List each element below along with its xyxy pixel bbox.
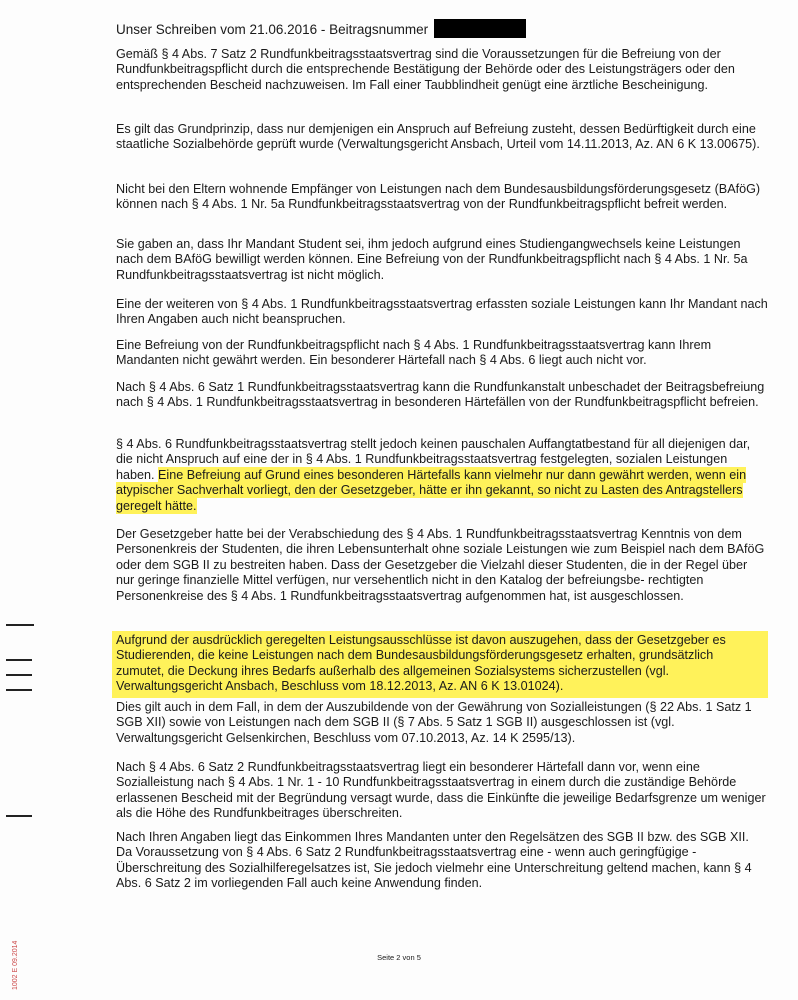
- paragraph-income-below: Nach Ihren Angaben liegt das Einkommen Ihres Mandanten unter den Regelsätzen des SGB II bzw. des SGB XII. Da Voraussetzung von § 4 Abs. 6 Satz 2 Rundfunkbeitragsstaatsvertrag eine - wenn auch geringfügige - Überschreitung des Sozialhilferegelsatzes ist, Sie jedoch vielmehr eine Unterschreitung geltend machen, kann § 4 Abs. 6 Satz 2 im vorliegenden Fall auch keine Anwendung finden.: [116, 830, 752, 891]
- paragraph-client-student: Sie gaben an, dass Ihr Mandant Student sei, ihm jedoch aufgrund eines Studiengangwechsels keine Leistungen nach dem BAföG bewilligt werden können. Eine Befreiung von der Rundfunkbeitragspflicht nach § 4 Abs. 1 Nr. 5a Rundfunkbeitragsstaatsvertrag ist nicht möglich.: [116, 237, 748, 282]
- margin-punch-mark: [6, 689, 32, 691]
- paragraph-other-benefits: Eine der weiteren von § 4 Abs. 1 Rundfunkbeitragsstaatsvertrag erfassten soziale Leistungen kann Ihr Mandant nach Ihren Angaben auch nicht beanspruchen.: [116, 297, 768, 327]
- paragraph-bafoeg-recipients: Nicht bei den Eltern wohnende Empfänger von Leistungen nach dem Bundesausbildungsförderungsgesetz (BAföG) können nach § 4 Abs. 1 Nr. 5a Rundfunkbeitragsstaatsvertrag von der Rundfunkbeitragspflicht befreit werden.: [116, 182, 761, 212]
- letter-reference-line: [116, 19, 526, 39]
- margin-punch-mark: [6, 674, 32, 676]
- redacted-contribution-number: [434, 19, 526, 38]
- margin-fold-mark: [6, 624, 34, 626]
- page-indicator: Seite 2 von 5: [377, 953, 421, 962]
- paragraph-benefit-exclusions: [116, 631, 768, 698]
- paragraph-proof-requirements: Gemäß § 4 Abs. 7 Satz 2 Rundfunkbeitragsstaatsvertrag sind die Voraussetzungen für die Befreiung von der Rundfunkbeitragspflicht durch die entsprechende Bestätigung der Behörde oder des Leistungsträgers oder den entsprechenden Bescheid nachzuweisen. Im Fall einer Taubblindheit genügt eine ärztliche Bescheinigung.: [116, 47, 735, 92]
- paragraph-legislator-knowledge: Der Gesetzgeber hatte bei der Verabschiedung des § 4 Abs. 1 Rundfunkbeitragsstaatsvertrag Kenntnis von dem Personenkreis der Studenten, die ihren Lebensunterhalt ohne soziale Leistungen wie zum Beispiel nach dem BAföG oder dem SGB II zu bestreiten haben. Dass der Gesetzgeber die Vielzahl dieser Studenten, die in der Regel über nur geringe finanzielle Mittel verfügen, nur versehentlich nicht in den Katalog der befreiungsbe- rechtigten Personenkreise des § 4 Abs. 1 Rundfunkbeitragsstaatsvertrag aufgenommen hat, ist ausgeschlossen.: [116, 527, 765, 603]
- paragraph-basic-principle: Es gilt das Grundprinzip, dass nur demjenigen ein Anspruch auf Befreiung zusteht, dessen Bedürftigkeit durch eine staatliche Sozialbehörde geprüft wurde (Verwaltungsgericht Ansbach, Urteil vom 14.11.2013, Az. AN 6 K 13.00675).: [116, 122, 760, 152]
- paragraph-hardship-rule: Nach § 4 Abs. 6 Satz 1 Rundfunkbeitragsstaatsvertrag kann die Rundfunkanstalt unbeschadet der Beitragsbefreiung nach § 4 Abs. 1 Rundfunkbeitragsstaatsvertrag in besonderen Härtefällen von der Rundfunkbeitragspflicht befreien.: [116, 380, 765, 410]
- paragraph-no-exemption: Eine Befreiung von der Rundfunkbeitragspflicht nach § 4 Abs. 1 Rundfunkbeitragsstaatsvertrag kann Ihrem Mandanten nicht gewährt werden. Ein besonderer Härtefall nach § 4 Abs. 6 liegt auch nicht vor.: [116, 338, 712, 368]
- paragraph-hardship-definition: Nach § 4 Abs. 6 Satz 2 Rundfunkbeitragsstaatsvertrag liegt ein besonderer Härtefall dann vor, wenn eine Sozialleistung nach § 4 Abs. 1 Nr. 1 - 10 Rundfunkbeitragsstaatsvertrag in einem durch die zuständige Behörde erlassenen Bescheid mit der Begründung versagt wurde, dass die Einkünfte die jeweilige Bedarfsgrenze um weniger als die Höhe des Rundfunkbeitrages überschreiten.: [116, 760, 766, 821]
- paragraph-trainee-exclusion: Dies gilt auch in dem Fall, in dem der Auszubildende von der Gewährung von Sozialleistungen (§ 22 Abs. 1 Satz 1 SGB XII) sowie von Leistungen nach dem SGB II (§ 7 Abs. 5 Satz 1 SGB II) ausgeschlossen ist (vgl. Verwaltungsgericht Gelsenkirchen, Beschluss vom 07.10.2013, Az. 14 K 2595/13).: [116, 700, 752, 745]
- highlighted-benefit-exclusions: Aufgrund der ausdrücklich geregelten Leistungsausschlüsse ist davon auszugehen, dass der Gesetzgeber es Studierenden, die keine Leistungen nach dem Bundesausbildungsförderungsgesetz erhalten, grundsätzlich zumutet, die Deckung ihres Bedarfs außerhalb des allgemeinen Sozialsystems sicherzustellen (vgl. Verwaltungsgericht Ansbach, Beschluss vom 18.12.2013, Az. AN 6 K 13.01024).: [112, 631, 768, 698]
- paragraph-no-catch-all-text: § 4 Abs. 6 Rundfunkbeitragsstaatsvertrag stellt jedoch keinen pauschalen Auffangtatbestand für all diejenigen dar, die nicht Anspruch auf eine der in § 4 Abs. 1 Rundfunkbeitragsstaatsvertrag festgelegten, sozialen Leistungen haben.: [116, 437, 751, 482]
- paragraph-no-catch-all: [116, 437, 768, 514]
- form-code: 1002 E 09.2014: [12, 940, 19, 990]
- margin-punch-mark: [6, 659, 32, 661]
- highlighted-atypical-case: Eine Befreiung auf Grund eines besonderen Härtefalls kann vielmehr nur dann gewährt werden, wenn ein atypischer Sachverhalt vorliegt, den der Gesetzgeber, hätte er ihn gekannt, so nicht zu Lasten des Antragstellers geregelt hätte.: [116, 467, 747, 513]
- letter-reference-text: Unser Schreiben vom 21.06.2016 - Beitragsnummer: [116, 22, 429, 37]
- margin-fold-mark: [6, 815, 32, 817]
